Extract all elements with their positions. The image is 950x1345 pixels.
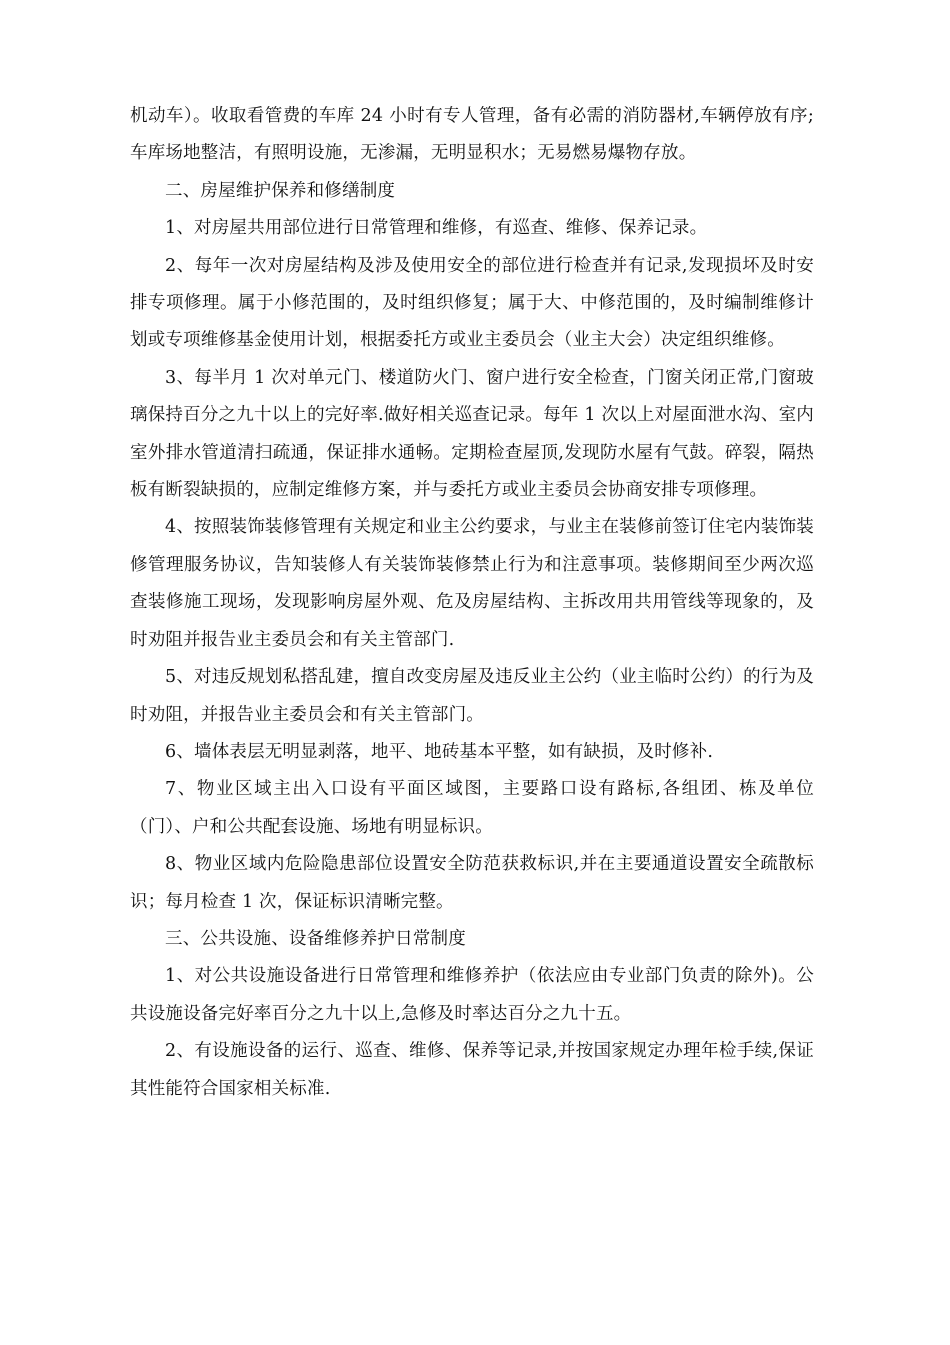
section-heading-3: 三、公共设施、设备维修养护日常制度 <box>165 928 466 949</box>
paragraph-continuation: 机动车）。收取看管费的车库 24 小时有专人管理，备有必需的消防器材,车辆停放有序;车库场地整洁，有照明设施，无渗漏，无明显积水；无易燃易爆物存放。 <box>130 106 814 164</box>
paragraph: 7、物业区域主出入口设有平面区域图，主要路口设有路标,各组团、栋及单位（门）、户和公共配套设施、场地有明显标识。 <box>130 779 814 837</box>
paragraph: 2、有设施设备的运行、巡查、维修、保养等记录,并按国家规定办理年检手续,保证其性能符合国家相关标准. <box>130 1041 814 1099</box>
paragraph: 5、对违反规划私搭乱建，擅自改变房屋及违反业主公约（业主临时公约）的行为及时劝阻，并报告业主委员会和有关主管部门。 <box>130 667 814 725</box>
paragraph: 8、物业区域内危险隐患部位设置安全防范获救标识,并在主要通道设置安全疏散标识；每月检查 1 次，保证标识清晰完整。 <box>130 854 814 912</box>
paragraph: 6、墙体表层无明显剥落，地平、地砖基本平整，如有缺损，及时修补. <box>165 741 714 762</box>
paragraph: 3、每半月 1 次对单元门、楼道防火门、窗户进行安全检查，门窗关闭正常,门窗玻璃保持百分之九十以上的完好率.做好相关巡查记录。每年 1 次以上对屋面泄水沟、室内室外排水管道清扫疏通，保证排水通畅。定期检查屋顶,发现防水屋有气鼓。碎裂，隔热板有断裂缺损的，应制定维修方案，并与委托方或业主委员会协商安排专项修理。 <box>130 367 814 501</box>
document-body <box>130 98 814 1108</box>
section-heading-2: 二、房屋维护保养和修缮制度 <box>165 180 396 201</box>
paragraph: 2、每年一次对房屋结构及涉及使用安全的部位进行检查并有记录,发现损坏及时安排专项修理。属于小修范围的，及时组织修复；属于大、中修范围的，及时编制维修计划或专项维修基金使用计划，根据委托方或业主委员会（业主大会）决定组织维修。 <box>130 255 814 351</box>
paragraph: 1、对房屋共用部位进行日常管理和维修，有巡查、维修、保养记录。 <box>165 218 708 239</box>
paragraph: 1、对公共设施设备进行日常管理和维修养护（依法应由专业部门负责的除外)。公共设施设备完好率百分之九十以上,急修及时率达百分之九十五。 <box>130 966 814 1024</box>
paragraph: 4、按照装饰装修管理有关规定和业主公约要求，与业主在装修前签订住宅内装饰装修管理服务协议，告知装修人有关装饰装修禁止行为和注意事项。装修期间至少两次巡查装修施工现场，发现影响房屋外观、危及房屋结构、主拆改用共用管线等现象的，及时劝阻并报告业主委员会和有关主管部门. <box>130 517 814 650</box>
